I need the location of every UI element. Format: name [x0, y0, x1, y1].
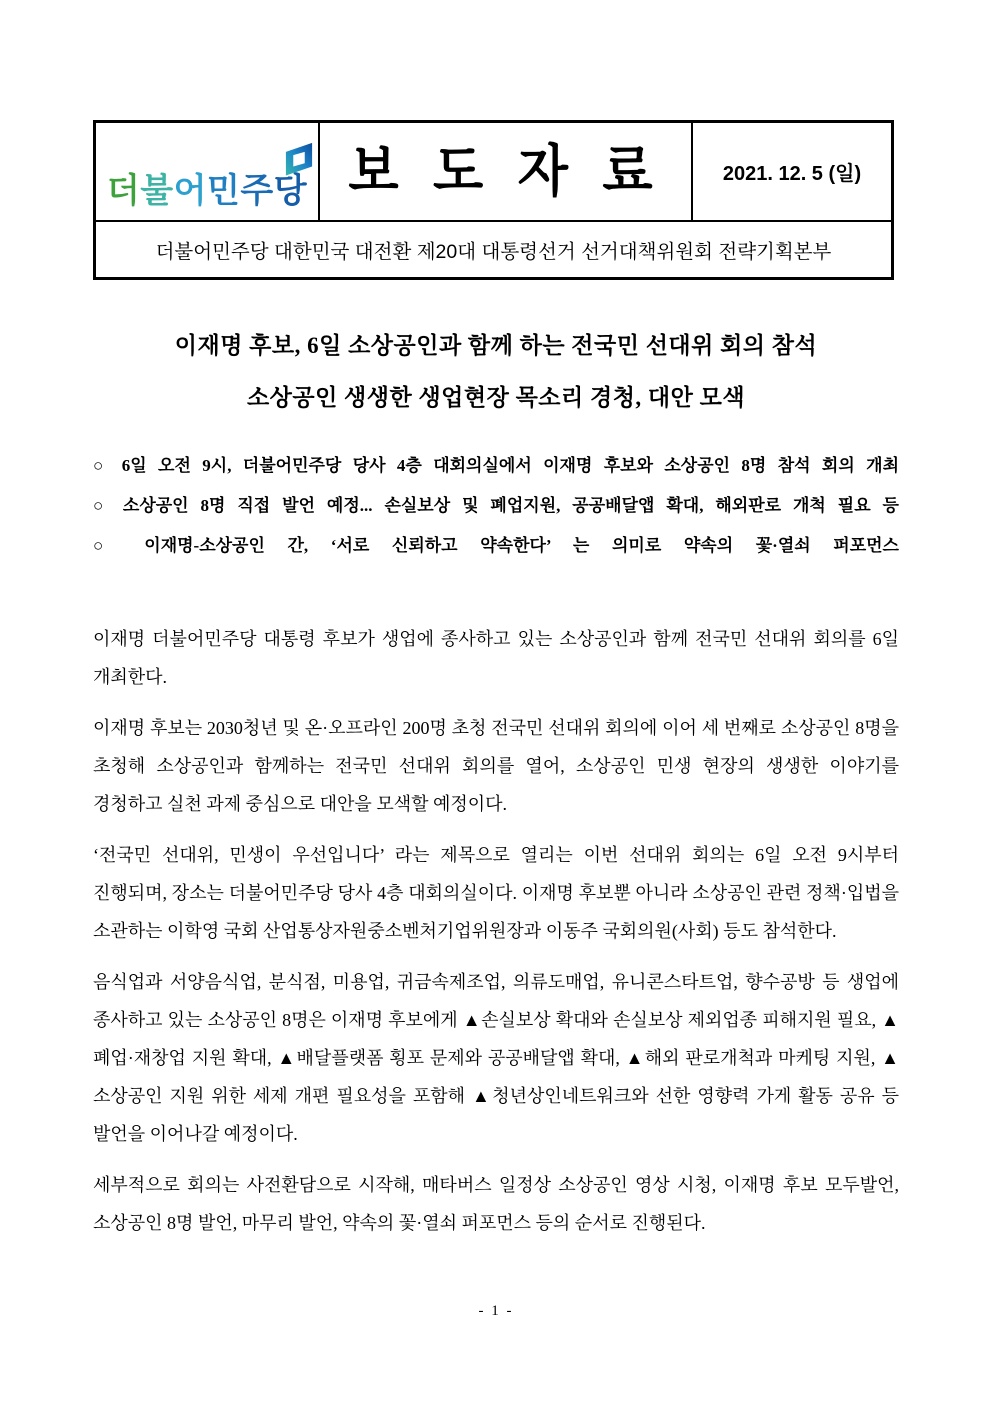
- press-release-title-cell: [320, 123, 693, 222]
- summary-bullet: [93, 486, 899, 526]
- logo-char: 주: [240, 172, 274, 210]
- body-paragraphs: [93, 620, 899, 1255]
- body-paragraph: 이재명 더불어민주당 대통령 후보가 생업에 종사하고 있는 소상공인과 함께 전국민 선대위 회의를 6일 개최한다.: [93, 629, 899, 687]
- body-paragraph: 이재명 후보는 2030청년 및 온·오프라인 200명 초청 전국민 선대위 회의에 이어 세 번째로 소상공인 8명을 초청해 소상공인과 함께하는 전국민 선대위 회의를 열어, 소상공인 민생 현장의 생생한 이야기를 경청하고 실천 과제 중심으로 대안을 모색할 예정이다.: [93, 718, 899, 814]
- bullet-marker: ○: [93, 496, 111, 515]
- subtitle-text: 더불어민주당 대한민국 대전환 제20대 대통령선거 선거대책위원회 전략기획본부: [155, 240, 832, 263]
- party-logo: [96, 123, 320, 222]
- body-paragraph: ‘전국민 선대위, 민생이 우선입니다’ 라는 제목으로 열리는 이번 선대위 회의는 6일 오전 9시부터 진행되며, 장소는 더불어민주당 당사 4층 대회의실이다. 이재명 후보뿐 아니라 소상공인 관련 정책·입법을 소관하는 이학영 국회 산업통상자원중소벤처기업위원장과 이동주 국회의원(사회) 등도 참석한다.: [93, 845, 899, 941]
- summary-bullet: [93, 526, 899, 566]
- bullet-text: 소상공인 8명 직접 발언 예정... 손실보상 및 폐업지원, 공공배달앱 확대, 해외판로 개척 필요 등: [122, 496, 899, 515]
- logo-char: 더: [106, 172, 141, 210]
- press-release-date-cell: [693, 123, 891, 222]
- body-paragraph: 음식업과 서양음식업, 분식점, 미용업, 귀금속제조업, 의류도매업, 유니콘스타트업, 향수공방 등 생업에 종사하고 있는 소상공인 8명은 이재명 후보에게 ▲손실보상 확대와 손실보상 제외업종 피해지원 필요, ▲폐업·재창업 지원 확대, ▲배달플랫폼 횡포 문제와 공공배달앱 확대, ▲해외 판로개척과 마케팅 지원, ▲소상공인 지원 위한 세제 개편 필요성을 포함해 ▲청년상인네트워크와 선한 영향력 가게 활동 공유 등 발언을 이어나갈 예정이다.: [93, 972, 899, 1144]
- headline-line-1: 이재명 후보, 6일 소상공인과 함께 하는 전국민 선대위 회의 참석: [174, 333, 818, 358]
- logo-char: 민: [207, 172, 241, 210]
- party-flag-icon: [281, 141, 317, 179]
- logo-char: 당: [273, 172, 308, 210]
- bullet-text: 6일 오전 9시, 더불어민주당 당사 4층 대회의실에서 이재명 후보와 소상공인 8명 참석 회의 개최: [121, 456, 899, 475]
- logo-char: 불: [140, 172, 174, 210]
- press-release-date: 2021. 12. 5 (일): [722, 163, 862, 185]
- press-release-title: 보 도 자 료: [348, 140, 663, 203]
- press-header: [93, 120, 894, 280]
- summary-bullet: [93, 446, 899, 486]
- headline-line-2: 소상공인 생생한 생업현장 목소리 경청, 대안 모색: [246, 385, 746, 410]
- logo-char: 어: [173, 172, 207, 210]
- bullet-text: 이재명-소상공인 간, ‘서로 신뢰하고 약속한다’ 는 의미로 약속의 꽃·열쇠 퍼포먼스: [144, 536, 899, 555]
- party-logo-text: [107, 172, 307, 210]
- bullet-marker: ○: [93, 536, 122, 555]
- subtitle-bar: [96, 222, 891, 277]
- body-paragraph: 세부적으로 회의는 사전환담으로 시작해, 매타버스 일정상 소상공인 영상 시청, 이재명 후보 모두발언, 소상공인 8명 발언, 마무리 발언, 약속의 꽃·열쇠 퍼포먼스 등의 순서로 진행된다.: [93, 1175, 899, 1233]
- bullet-marker: ○: [93, 456, 111, 475]
- page-number: - 1 -: [478, 1303, 514, 1319]
- headline: [93, 320, 899, 424]
- summary-bullets: [93, 446, 899, 566]
- party-logo-wrap: [107, 174, 307, 208]
